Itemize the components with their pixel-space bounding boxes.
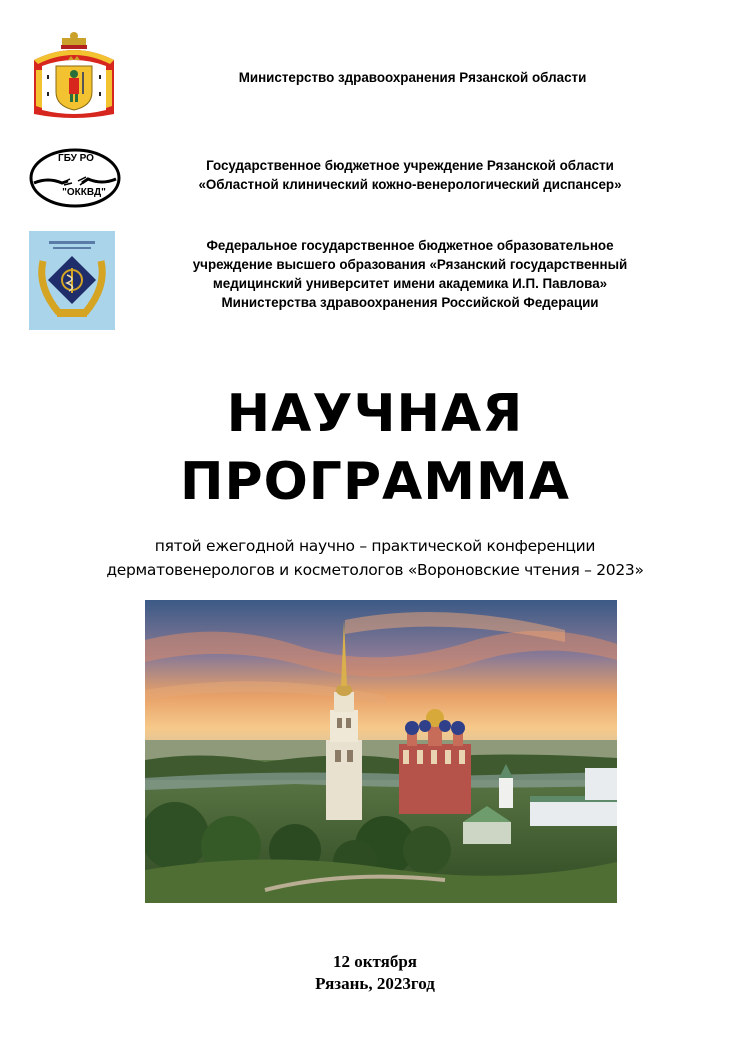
page-title-line1: НАУЧНАЯ (226, 384, 524, 444)
page-title-line2: ПРОГРАММА (179, 452, 571, 512)
org-ministry-line: Министерство здравоохранения Рязанской области (238, 70, 587, 85)
university-emblem-icon (29, 231, 115, 330)
org-ministry-ryazan (140, 68, 685, 87)
org-okkvd-line2: «Областной клинический кожно-венерологический диспансер» (198, 177, 622, 192)
org-university-line4: Министерства здравоохранения Российской Федерации (221, 295, 599, 310)
okkvd-logo-line2: "ОККВД" (62, 187, 106, 198)
conference-subtitle (0, 534, 750, 582)
event-place-year: Рязань, 2023год (315, 974, 435, 993)
org-university-line3: медицинский университет имени академика И.П. Павлова» (212, 276, 608, 291)
org-university-line1: Федеральное государственное бюджетное образовательное (206, 238, 614, 253)
ryazan-kremlin-photo (145, 600, 617, 903)
org-okkvd-line1: Государственное бюджетное учреждение Рязанской области (206, 158, 614, 173)
okkvd-logo-line1: ГБУ РО (58, 153, 94, 164)
org-okkvd (140, 156, 680, 194)
subtitle-line2: дерматовенерологов и косметологов «Вороновские чтения – 2023» (106, 561, 644, 579)
coat-of-arms-icon (28, 30, 120, 120)
event-date: 12 октября (332, 952, 418, 971)
okkvd-logo-icon (28, 145, 122, 211)
org-university-line2: учреждение высшего образования «Рязанский государственный (192, 257, 628, 272)
org-university (140, 236, 680, 312)
subtitle-line1: пятой ежегодной научно – практической конференции (154, 537, 596, 555)
